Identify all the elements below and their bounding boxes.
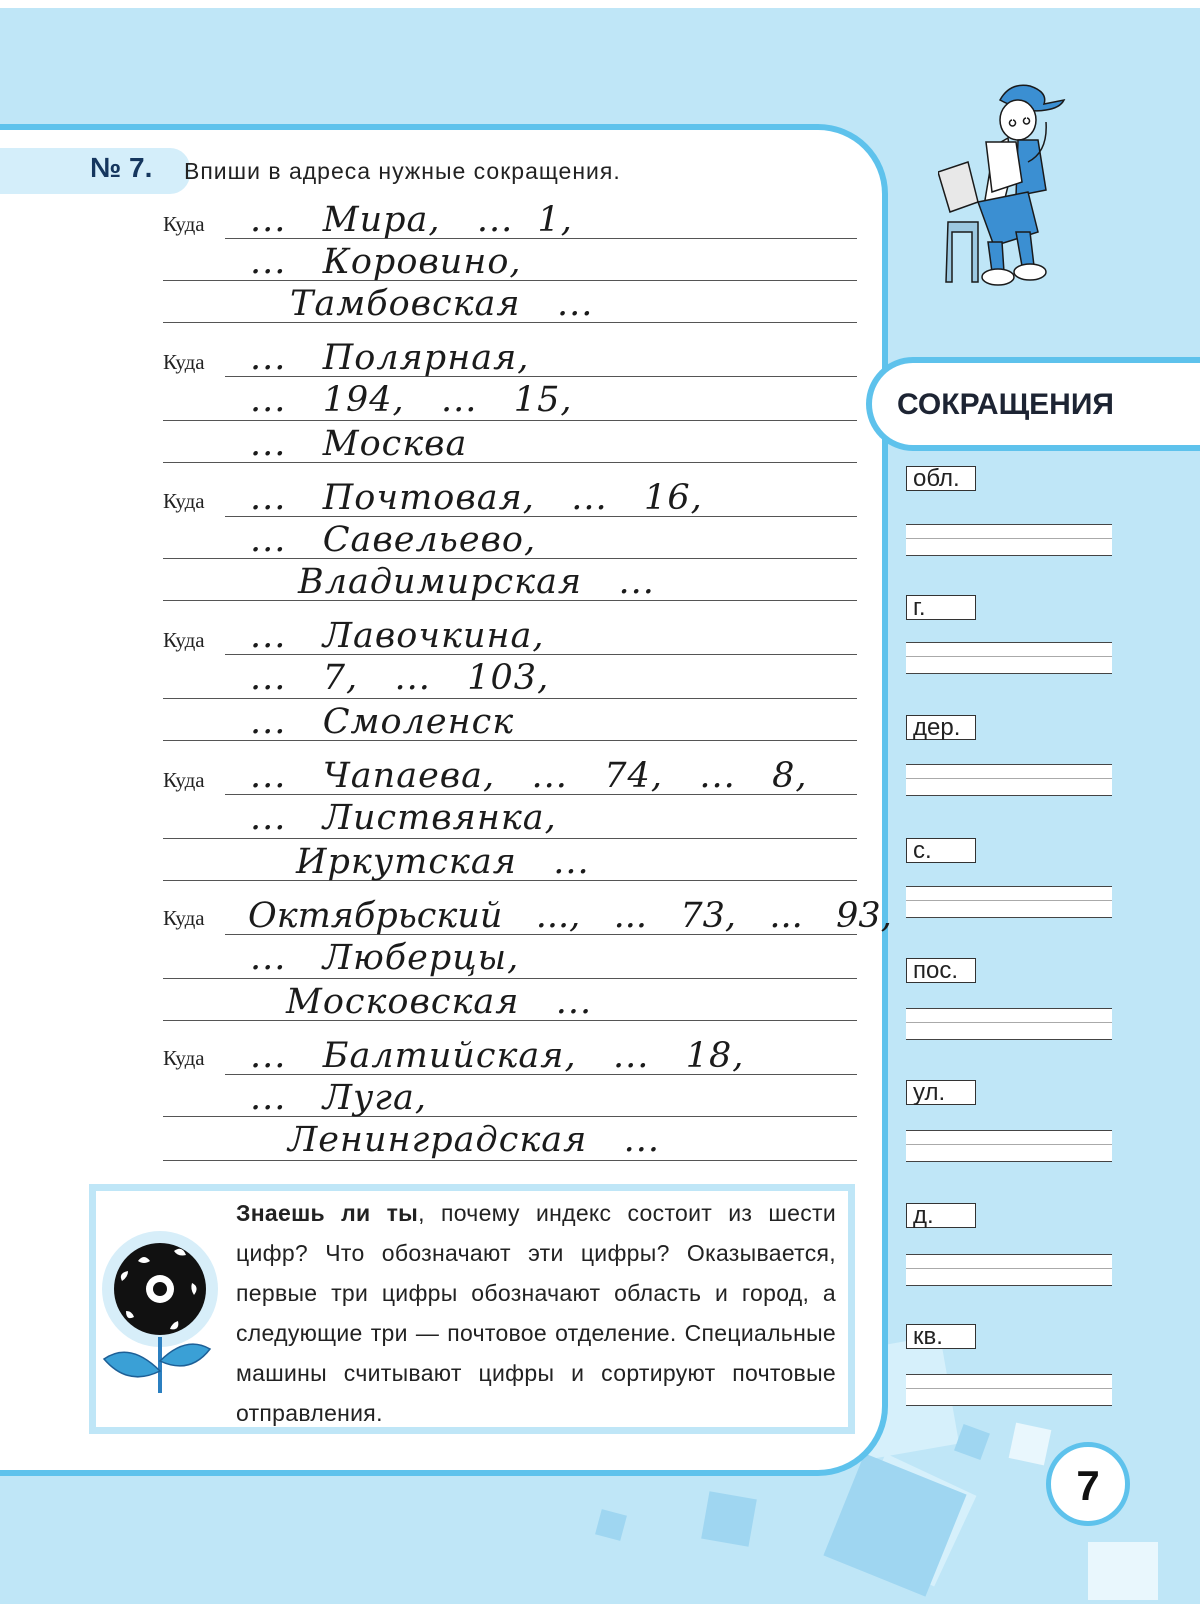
address-line: ... Лавочкина,: [250, 616, 545, 656]
flower-icon: [98, 1221, 226, 1401]
abbreviation-label: обл.: [906, 466, 976, 491]
writing-line: [163, 978, 857, 979]
abbreviation-writing-line[interactable]: [906, 1254, 1112, 1286]
schoolboy-illustration: [938, 72, 1078, 292]
writing-line: [163, 698, 857, 699]
address-line: ... Балтийская, ... 18,: [250, 1036, 745, 1076]
abbreviation-label: дер.: [906, 715, 976, 740]
kuda-label: Куда: [163, 628, 205, 652]
kuda-label: Куда: [163, 212, 205, 236]
abbreviation-label: кв.: [906, 1324, 976, 1349]
kuda-label: Куда: [163, 906, 205, 930]
address-line: ... 194, ... 15,: [250, 380, 573, 420]
address-line: Московская ...: [286, 982, 593, 1022]
address-line: Иркутская ...: [296, 842, 590, 882]
did-you-know-box: [89, 1184, 855, 1434]
abbreviation-writing-line[interactable]: [906, 1374, 1112, 1406]
page-number-badge: [1046, 1442, 1130, 1526]
address-line: ... Луга,: [250, 1078, 427, 1118]
abbreviation-label: пос.: [906, 958, 976, 983]
abbreviation-writing-line[interactable]: [906, 886, 1112, 918]
page-number: 7: [1076, 1462, 1100, 1509]
address-line: Владимирская ...: [298, 562, 655, 602]
abbreviation-writing-line[interactable]: [906, 764, 1112, 796]
abbreviation-label: с.: [906, 838, 976, 863]
address-line: ... Смоленск: [250, 702, 515, 742]
writing-line: [163, 420, 857, 421]
abbreviation-writing-line[interactable]: [906, 524, 1112, 556]
address-line: ... Почтовая, ... 16,: [250, 478, 703, 518]
task-instruction: Впиши в адреса нужные сокращения.: [184, 158, 621, 184]
address-line: Тамбовская ...: [290, 284, 594, 324]
address-line: ... 7, ... 103,: [250, 658, 550, 698]
abbreviation-writing-line[interactable]: [906, 1130, 1112, 1162]
abbreviation-writing-line[interactable]: [906, 1008, 1112, 1040]
kuda-label: Куда: [163, 489, 205, 513]
abbreviation-label: г.: [906, 595, 976, 620]
address-line: Октябрьский ..., ... 73, ... 93,: [248, 896, 892, 936]
abbreviation-label: ул.: [906, 1080, 976, 1105]
address-line: Ленинградская ...: [288, 1120, 661, 1160]
address-line: ... Москва: [250, 424, 468, 464]
kuda-label: Куда: [163, 350, 205, 374]
address-line: ... Чапаева, ... 74, ... 8,: [250, 756, 808, 796]
task-number: № 7.: [90, 152, 153, 183]
did-you-know-text: [236, 1193, 836, 1433]
kuda-label: Куда: [163, 1046, 205, 1070]
abbreviation-label: д.: [906, 1203, 976, 1228]
address-line: ... Листвянка,: [250, 798, 557, 838]
address-line: ... Полярная,: [250, 338, 530, 378]
writing-line: [163, 838, 857, 839]
address-line: ... Мира, ... 1,: [250, 200, 573, 240]
kuda-label: Куда: [163, 768, 205, 792]
abbreviations-title: СОКРАЩЕНИЯ: [897, 388, 1114, 421]
abbreviation-writing-line[interactable]: [906, 642, 1112, 674]
did-you-know-lead: Знаешь ли ты: [236, 1200, 419, 1226]
address-line: ... Коровино,: [250, 242, 522, 282]
writing-line: [163, 1160, 857, 1161]
address-line: ... Люберцы,: [250, 938, 520, 978]
address-line: ... Савельево,: [250, 520, 537, 560]
did-you-know-body: , почему индекс состоит из шести цифр? Что обозначают эти цифры? Оказывается, первые три цифры обозначают область и город, а следующие три — почтовое отделение. Специальные машины считывают цифры и сортируют почтовые отправления.: [236, 1200, 836, 1426]
